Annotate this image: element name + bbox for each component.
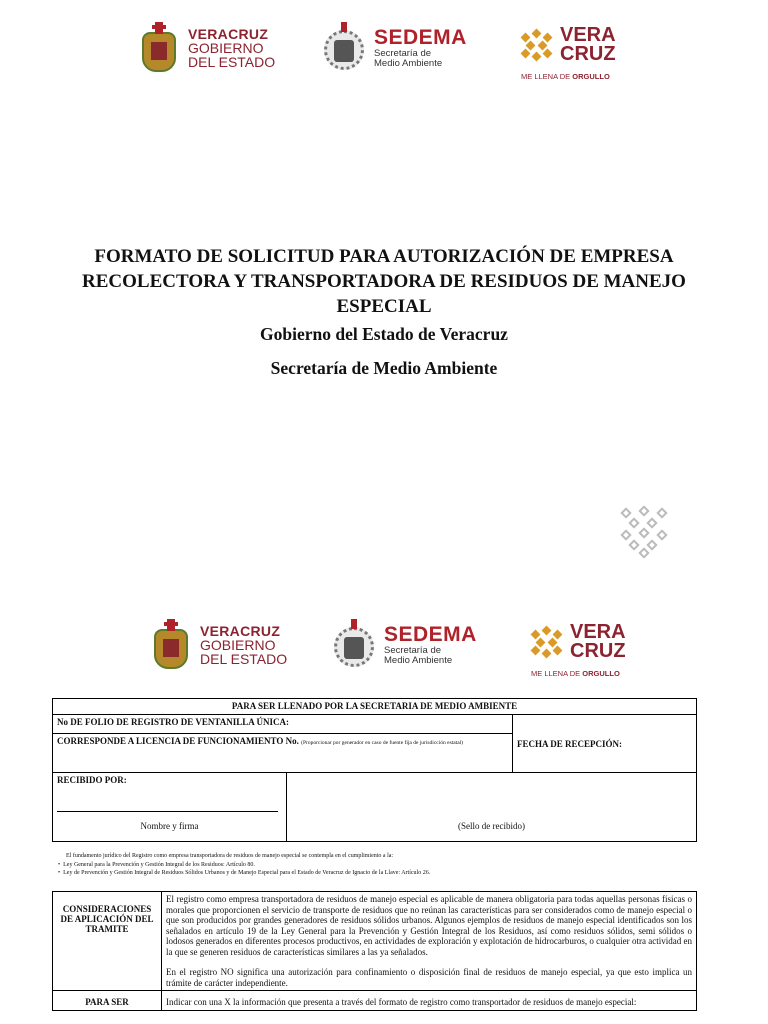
subtitle-secretaria: Secretaría de Medio Ambiente xyxy=(270,358,498,378)
vera-text: VERA xyxy=(560,24,616,46)
sedema-line1: Secretaría de xyxy=(374,48,432,60)
subtitle-gobierno: Gobierno del Estado de Veracruz xyxy=(260,324,508,344)
licencia-note: (Proporcionar por generador en caso de fuente fija de jurisdicción estatal) xyxy=(301,740,464,746)
consideraciones-content xyxy=(162,892,697,991)
form-header: PARA SER LLENADO POR LA SECRETARIA DE MEDIO AMBIENTE xyxy=(53,699,697,715)
sello-field: (Sello de recibido) xyxy=(287,773,697,842)
gobierno-logo-line1: VERACRUZ xyxy=(200,623,281,639)
veracruz-shield-icon xyxy=(140,22,178,74)
knot-icon xyxy=(520,28,554,62)
gobierno-logo-line2: GOBIERNO xyxy=(200,637,276,653)
gobierno-logo-line3: DEL ESTADO xyxy=(188,54,276,70)
consideraciones-p1: El registro como empresa transportadora de residuos de manejo especial es aplicable de manera obligatoria para todas aquellas personas físicas o morales que proporcionen el servicio de transporte de residuos que no reúnan las características para ser considerados como de manejo especial o que son producidos por grandes generadores de residuos sólidos urbanos. Algunos ejemplos de residuos de manejo especial identificados son los señalados en artículo 19 de la Ley General para la Prevención y Gestión Integral de los Residuos, así como residuos sólidos, semi sólidos o lodosos generados en diferentes procesos productivos, en actividades de exploración y explotación de hidrocarburos, o cualquier otra actividad en la que se generen residuos de características similares a las ya señalados. xyxy=(166,894,692,957)
licencia-field[interactable] xyxy=(53,734,513,773)
licencia-label: CORRESPONDE A LICENCIA DE FUNCIONAMIENTO No. xyxy=(57,736,299,746)
cruz-text: CRUZ xyxy=(560,43,616,65)
document-title xyxy=(40,244,728,319)
signature-line xyxy=(57,811,278,812)
legal-intro: El fundamento jurídico del Registro como empresa transportadora de residuos de manejo especial se contempla en el cumplimiento a la: xyxy=(66,853,394,859)
veracruz-tagline: ME LLENA DE ORGULLO xyxy=(521,72,610,81)
knot-icon xyxy=(530,625,564,659)
sedema-name: SEDEMA xyxy=(374,26,467,49)
consideraciones-p2: En el registro NO significa una autorización para confinamiento o disposición final de residuos de manejo especial, ya que esto implica un trámite de carácter independiente. xyxy=(166,967,692,988)
consideraciones-table xyxy=(52,891,697,1011)
gobierno-logo-line1: VERACRUZ xyxy=(188,26,269,42)
sedema-line1: Secretaría de xyxy=(384,645,442,657)
legal-item-1: • Ley General para la Prevención y Gestión Integral de los Residuos: Artículo 80. xyxy=(58,861,255,868)
sedema-seal-icon xyxy=(332,619,376,671)
header-logos-top xyxy=(0,18,768,88)
reception-form xyxy=(52,698,697,842)
cruz-text: CRUZ xyxy=(570,640,626,662)
sedema-logo-2 xyxy=(332,619,477,671)
legal-basis xyxy=(58,852,698,878)
decorative-knot-icon xyxy=(620,505,670,557)
consideraciones-heading: CONSIDERACIONES DE APLICACIÓN DEL TRAMITE xyxy=(53,892,162,991)
title-line2: RECOLECTORA Y TRANSPORTADORA DE RESIDUOS DE MANEJO xyxy=(82,271,686,292)
veracruz-shield-icon xyxy=(152,619,190,671)
gobierno-logo-line2: GOBIERNO xyxy=(188,40,264,56)
title-line1: FORMATO DE SOLICITUD PARA AUTORIZACIÓN DE EMPRESA xyxy=(94,246,674,267)
para-ser-text: Indicar con una X la información que presenta a través del formato de registro como transportador de residuos de manejo especial: xyxy=(162,991,697,1011)
veracruz-tagline: ME LLENA DE ORGULLO xyxy=(531,669,620,678)
sedema-line2: Medio Ambiente xyxy=(384,655,453,667)
vera-text: VERA xyxy=(570,621,626,643)
folio-field[interactable]: No DE FOLIO DE REGISTRO DE VENTANILLA ÚNICA: xyxy=(53,715,513,734)
veracruz-brand-logo xyxy=(520,26,616,64)
gobierno-logo-2 xyxy=(152,619,287,671)
veracruz-brand-logo-2 xyxy=(530,623,626,661)
nombre-firma-label: Nombre y firma xyxy=(140,821,199,831)
sedema-line2: Medio Ambiente xyxy=(374,58,443,70)
para-ser-heading: PARA SER xyxy=(53,991,162,1011)
title-line3: ESPECIAL xyxy=(336,296,432,317)
recibido-label: RECIBIDO POR: xyxy=(57,775,127,785)
header-logos-second xyxy=(0,615,768,685)
sedema-name: SEDEMA xyxy=(384,623,477,646)
gobierno-logo-line3: DEL ESTADO xyxy=(200,651,288,667)
legal-item-2: • Ley de Prevención y Gestión Integral de Residuos Sólidos Urbanos y de Manejo Especial para el Estado de Veracruz de Ignacio de la Llave: Artículo 26. xyxy=(58,870,431,876)
sedema-seal-icon xyxy=(322,22,366,74)
fecha-recepcion-field[interactable]: FECHA DE RECEPCIÓN: xyxy=(513,715,697,773)
recibido-por-field[interactable] xyxy=(53,773,287,842)
gobierno-logo xyxy=(140,22,275,74)
sedema-logo xyxy=(322,22,467,74)
